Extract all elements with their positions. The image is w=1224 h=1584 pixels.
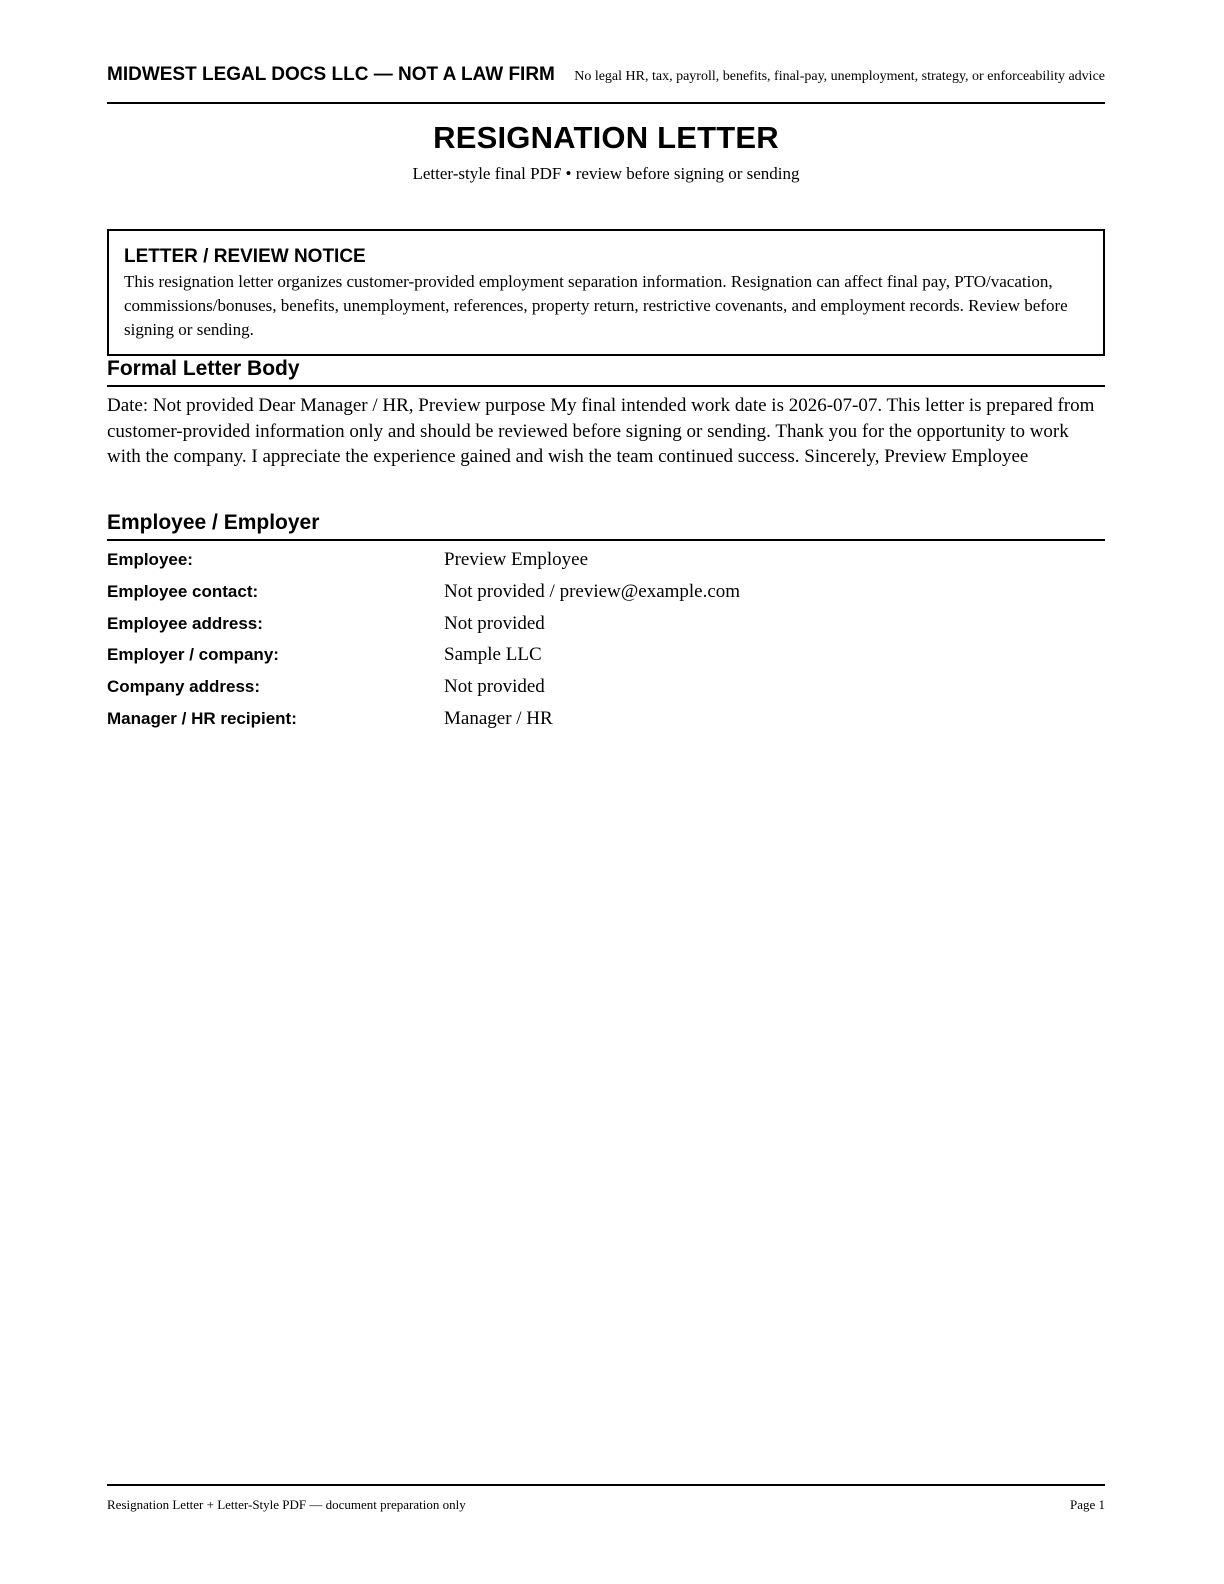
parties-field-list bbox=[107, 548, 1105, 739]
document-title: RESIGNATION LETTER bbox=[433, 120, 779, 155]
document-page bbox=[107, 0, 1105, 1584]
notice-title: LETTER / REVIEW NOTICE bbox=[124, 246, 366, 267]
document-subtitle: Letter-style final PDF • review before signing or sending bbox=[412, 164, 800, 183]
company-brand: MIDWEST LEGAL DOCS LLC — NOT A LAW FIRM bbox=[107, 64, 555, 85]
field-row-recipient bbox=[107, 707, 1105, 739]
field-label: Employee contact: bbox=[107, 581, 259, 601]
header-disclaimer: No legal HR, tax, payroll, benefits, final-pay, unemployment, strategy, or enforceability advice bbox=[574, 69, 1105, 84]
field-label: Manager / HR recipient: bbox=[107, 708, 297, 728]
section-heading-parties: Employee / Employer bbox=[107, 510, 1105, 541]
field-value: Not provided bbox=[444, 676, 545, 698]
field-value: Not provided bbox=[444, 612, 545, 634]
field-label: Company address: bbox=[107, 677, 261, 697]
review-notice-box bbox=[107, 229, 1105, 356]
field-row-company-address bbox=[107, 675, 1105, 707]
field-value: Preview Employee bbox=[444, 549, 589, 570]
section-heading-letter-body: Formal Letter Body bbox=[107, 356, 1105, 387]
notice-body: This resignation letter organizes customer-provided employment separation information. Resignation can affect final pay, PTO/vacation, commissions/bonuses, benefits, unemployment, references, property return, restrictive covenants, and employment records. Review before signing or sending. bbox=[124, 272, 1068, 339]
field-value: Manager / HR bbox=[444, 707, 553, 729]
field-row-employee-contact bbox=[107, 580, 1105, 612]
footer-document-label: Resignation Letter + Letter-Style PDF — document preparation only bbox=[107, 1497, 466, 1512]
field-label: Employer / company: bbox=[107, 645, 279, 665]
page-number: Page 1 bbox=[1069, 1497, 1105, 1512]
field-row-employee-address bbox=[107, 612, 1105, 644]
page-footer bbox=[107, 1484, 1105, 1512]
field-row-employer bbox=[107, 643, 1105, 675]
field-value: Not provided / preview@example.com bbox=[444, 580, 741, 602]
field-value: Sample LLC bbox=[444, 644, 542, 666]
field-label: Employee address: bbox=[107, 613, 263, 633]
field-row-employee bbox=[107, 548, 1105, 580]
field-label: Employee: bbox=[107, 550, 193, 569]
page-header bbox=[107, 62, 1105, 104]
letter-body-text: Date: Not provided Dear Manager / HR, Preview purpose My final intended work date is 2026-07-07. This letter is prepared from customer-provided information only and should be reviewed before signing or sending. Thank you for the opportunity to work with the company. I appreciate the experience gained and wish the team continued success. Sincerely, Preview Employee bbox=[107, 395, 1095, 468]
